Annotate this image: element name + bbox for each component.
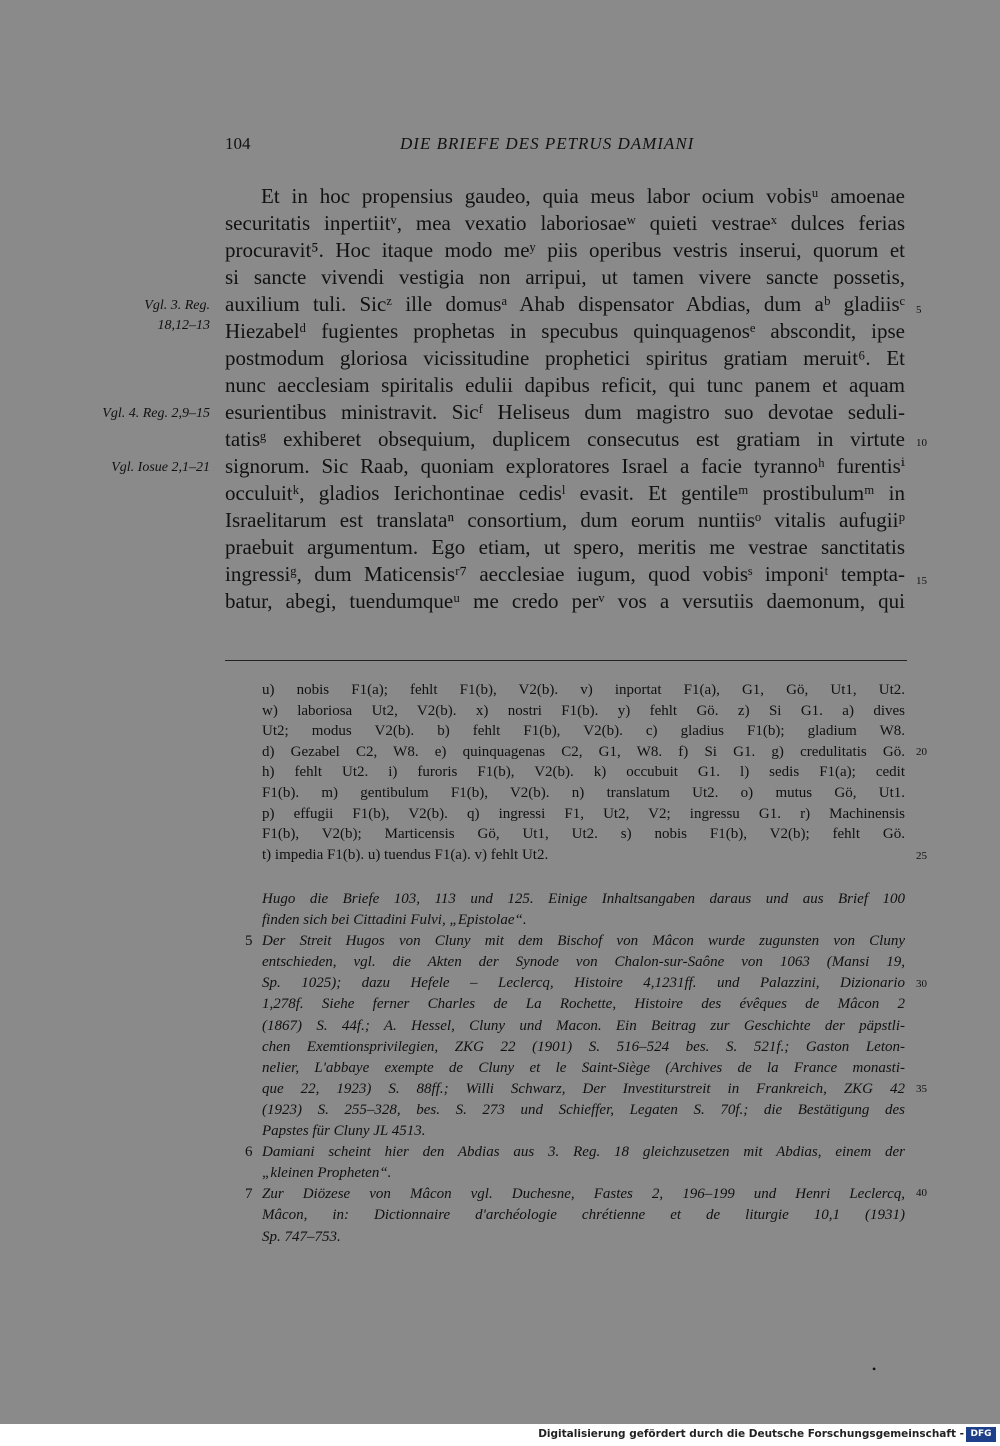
line-number: 35 <box>916 1083 927 1095</box>
note-line: entschieden, vgl. die Akten der Synode von Chalon-sur-Saône von 1063 (Mansi 19, <box>262 954 905 971</box>
note-number <box>245 889 262 931</box>
apparatus-line: F1(b). m) gentibulum F1(b), V2(b). n) translatum Ut2. o) mutus Gö, Ut1. <box>262 784 905 801</box>
text-line: batur, abegi, tuendumqueᵘ me credo perᵛ vos a versutiis daemonum, qui <box>225 589 905 613</box>
note-line: 1,278f. Siehe ferner Charles de La Rochette, Histoire des évêques de Mâcon 2 <box>262 996 905 1013</box>
note-line: chen Exemtionsprivilegien, ZKG 22 (1901) S. 516–524 bes. S. 521f.; Gaston Leton- <box>262 1038 905 1055</box>
text-line: signorum. Sic Raab, quoniam exploratores Israel a facie tyrannoʰ furentisⁱ <box>225 454 905 478</box>
note-line: nelier, L'abbaye exempte de Cluny et le Saint-Siège (Archives de la France monasti- <box>262 1059 905 1076</box>
text-line: Israelitarum est translataⁿ consortium, dum eorum nuntiisᵒ vitalis aufugiiᵖ <box>225 508 905 532</box>
apparatus-line: u) nobis F1(a); fehlt F1(b), V2(b). v) inportat F1(a), G1, Gö, Ut1, Ut2. <box>262 682 905 698</box>
text-line: auxilium tuli. Sicᶻ ille domusᵃ Ahab dispensator Abdias, dum aᵇ gladiisᶜ <box>225 292 905 316</box>
text-line: postmodum gloriosa vicissitudine prophetici spiritus gratiam meruit⁶. Et <box>225 346 905 370</box>
footnote-divider <box>225 660 907 661</box>
marginal-reference: Vgl. 3. Reg. <box>144 298 210 313</box>
note-number: 6 <box>245 1144 253 1161</box>
page-header <box>225 134 905 156</box>
note <box>245 889 905 931</box>
note-line: Damiani scheint hier den Abdias aus 3. Reg. 18 gleichzusetzen mit Abdias, einem der <box>262 1144 905 1161</box>
text-line: ingressiᵍ, dum Maticensisʳ⁷ aecclesiae iugum, quod vobisˢ imponiᵗ tempta- <box>225 562 905 586</box>
note-line: finden sich bei Cittadini Fulvi, „Epistolae“. <box>262 912 527 929</box>
note-line: Mâcon, in: Dictionnaire d'archéologie chrétienne et de liturgie 10,1 (1931) <box>262 1207 905 1224</box>
text-line: si sancte vivendi vestigia non arripui, ut tamen vivere sancte possetis, <box>225 265 905 289</box>
scan-speck: • <box>872 1362 877 1376</box>
note-line: (1923) S. 255–328, bes. S. 273 und Schieffer, Legaten S. 70f.; die Bestätigung des <box>262 1101 905 1118</box>
commentary-notes <box>245 889 905 1248</box>
text-line: nunc aecclesiam spiritalis edulii dapibus reficit, qui tunc panem et aquam <box>225 373 905 397</box>
note-line: Sp. 747–753. <box>262 1228 341 1245</box>
funding-credit: Digitalisierung gefördert durch die Deutsche Forschungsgemeinschaft - <box>538 1428 964 1440</box>
critical-apparatus <box>262 680 905 865</box>
text-line: occuluitᵏ, gladios Ierichontinae cedisˡ evasit. Et gentileᵐ prostibulumᵐ in <box>225 481 905 505</box>
note-number: 7 <box>245 1186 253 1203</box>
page-number: 104 <box>225 134 251 153</box>
note <box>245 1184 905 1247</box>
line-number: 40 <box>916 1187 927 1199</box>
apparatus-line: F1(b), V2(b); Marticensis Gö, Ut1, Ut2. s) nobis F1(b), V2(b); fehlt Gö. <box>262 826 905 843</box>
note <box>245 1142 905 1184</box>
note <box>245 931 905 1142</box>
apparatus-line: h) fehlt Ut2. i) furoris F1(b), V2(b). k) occubuit G1. l) sedis F1(a); cedit <box>262 764 905 781</box>
note-line: Der Streit Hugos von Cluny mit dem Bischof von Mâcon wurde zugunsten von Cluny <box>262 933 905 950</box>
dfg-logo[interactable]: DFG <box>966 1427 996 1442</box>
note-line: Zur Diözese von Mâcon vgl. Duchesne, Fastes 2, 196–199 und Henri Leclercq, <box>262 1186 905 1203</box>
note-line: „kleinen Propheten“. <box>262 1165 392 1182</box>
text-line: Et in hoc propensius gaudeo, quia meus labor ocium vobisᵘ amoenae <box>261 184 905 208</box>
note-line: (1867) S. 44f.; A. Hessel, Cluny und Macon. Ein Beitrag zur Geschichte der päpstli- <box>262 1017 905 1034</box>
line-number: 5 <box>916 304 922 316</box>
marginal-reference: 18,12–13 <box>157 318 210 333</box>
text-line: tatisᵍ exhiberet obsequium, duplicem consecutus est gratiam in virtute <box>225 427 905 451</box>
note-line: Papstes für Cluny JL 4513. <box>262 1123 426 1140</box>
text-line: praebuit argumentum. Ego etiam, ut spero, meritis me vestrae sanctitatis <box>225 535 905 559</box>
marginal-reference: Vgl. 4. Reg. 2,9–15 <box>102 406 210 421</box>
running-title: DIE BRIEFE DES PETRUS DAMIANI <box>400 134 695 153</box>
line-number: 10 <box>916 437 927 449</box>
line-number: 15 <box>916 575 927 587</box>
marginal-reference: Vgl. Iosue 2,1–21 <box>111 460 210 475</box>
footer-bar <box>0 1424 1000 1446</box>
note-line: que 22, 1923) S. 88ff.; Willi Schwarz, Der Investiturstreit in Frankreich, ZKG 42 <box>262 1080 905 1097</box>
apparatus-line: Ut2; modus V2(b). b) fehlt F1(b), V2(b). c) gladius F1(b); gladium W8. <box>262 723 905 740</box>
line-number: 25 <box>916 850 927 862</box>
text-line: Hiezabelᵈ fugientes prophetas in specubus quinquagenosᵉ abscondit, ipse <box>225 319 905 343</box>
apparatus-line: t) impedia F1(b). u) tuendus F1(a). v) fehlt Ut2. <box>262 846 549 863</box>
text-line: esurientibus ministravit. Sicᶠ Heliseus dum magistro suo devotae seduli- <box>225 400 905 424</box>
line-number: 20 <box>916 746 927 758</box>
main-text <box>225 183 905 615</box>
apparatus-line: d) Gezabel C2, W8. e) quinquagenas C2, G1, W8. f) Si G1. g) credulitatis Gö. <box>262 743 905 760</box>
note-number: 5 <box>245 933 253 950</box>
note-line: Sp. 1025); dazu Hefele – Leclercq, Histoire 4,1231ff. und Palazzini, Dizionario <box>262 975 905 992</box>
text-line: securitatis inpertiitᵛ, mea vexatio laboriosaeʷ quieti vestraeˣ dulces ferias <box>225 211 905 235</box>
note-line: Hugo die Briefe 103, 113 und 125. Einige Inhaltsangaben daraus und aus Brief 100 <box>262 891 905 907</box>
line-number: 30 <box>916 978 927 990</box>
apparatus-line: p) effugii F1(b), V2(b). q) ingressi F1, Ut2, V2; ingressu G1. r) Machinensis <box>262 805 905 822</box>
apparatus-line: w) laboriosa Ut2, V2(b). x) nostri F1(b). y) fehlt Gö. z) Si G1. a) dives <box>262 702 905 719</box>
text-line: procuravit⁵. Hoc itaque modo meʸ piis operibus vestris inserui, quorum et <box>225 238 905 262</box>
